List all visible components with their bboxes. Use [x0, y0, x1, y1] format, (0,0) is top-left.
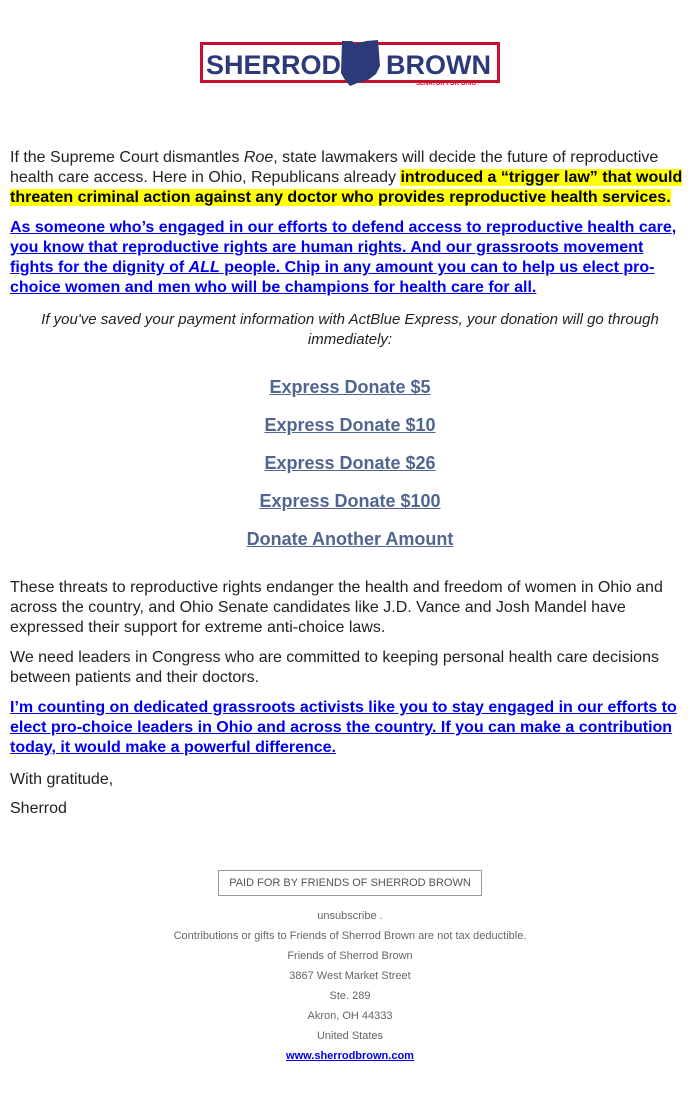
- sherrod-brown-logo: [200, 38, 500, 88]
- counting-paragraph: [10, 698, 690, 758]
- website-link[interactable]: www.sherrodbrown.com: [286, 1050, 414, 1062]
- threats-paragraph: These threats to reproductive rights endanger the health and freedom of women in Ohio and across the country, and Ohio Senate candidates like J.D. Vance and Josh Mandel have expressed their support for extreme anti-choice laws.: [10, 579, 663, 636]
- logo-first-name: SHERROD: [206, 50, 342, 80]
- express-donate-26-button[interactable]: Express Donate $26: [264, 453, 436, 473]
- express-donate-5-button[interactable]: Express Donate $5: [269, 377, 431, 397]
- paid-for-disclaimer-box: PAID FOR BY FRIENDS OF SHERROD BROWN: [218, 870, 482, 896]
- trigger-law-highlight: introduced a “trigger law” that would threaten criminal action against any doctor who provides reproductive health services.: [10, 169, 683, 206]
- footer-org: Friends of Sherrod Brown: [287, 950, 413, 962]
- all-emphasis: ALL: [188, 259, 220, 276]
- footer-suite: Ste. 289: [329, 990, 371, 1002]
- logo-tagline: SENATOR FOR OHIO: [415, 81, 477, 87]
- leaders-paragraph: We need leaders in Congress who are committed to keeping personal health care decisions between patients and their doctors.: [10, 649, 659, 686]
- logo-last-name: BROWN: [386, 50, 491, 80]
- express-donate-10-button[interactable]: Express Donate $10: [264, 415, 436, 435]
- footer-street: 3867 West Market Street: [289, 970, 411, 982]
- express-donate-100-button[interactable]: Express Donate $100: [259, 491, 441, 511]
- engaged-paragraph: [10, 218, 690, 298]
- footer-website-line: [0, 1049, 700, 1063]
- tax-disclaimer: Contributions or gifts to Friends of Sherrod Brown are not tax deductible.: [173, 930, 527, 942]
- footer-country: United States: [316, 1030, 384, 1042]
- intro-paragraph: If the Supreme Court dismantles Roe, state lawmakers will decide the future of reproductive health care access. Here in Ohio, Republicans already introduced a “trigger law” that would threaten criminal action against any doctor who provides reproductive health services.: [10, 149, 683, 206]
- chip-in-link[interactable]: As someone who’s engaged in our efforts to defend access to reproductive health care, you know that reproductive rights are human rights. And our grassroots movement fights for the dignity of ALL people. Chip in any amount you can to help us elect pro-choice women and men who will be champions for health care for all.: [10, 219, 677, 296]
- express-note: If you've saved your payment information with ActBlue Express, your donation will go through immediately:: [41, 311, 659, 348]
- unsubscribe-link[interactable]: unsubscribe: [317, 910, 377, 922]
- closing: With gratitude,: [10, 771, 114, 788]
- footer-city: Akron, OH 44333: [307, 1010, 393, 1022]
- roe-italic: Roe: [243, 149, 274, 166]
- contribution-link[interactable]: I’m counting on dedicated grassroots activists like you to stay engaged in our efforts to elect pro-choice leaders in Ohio and across the country. If you can make a contribution today, it would make a powerful difference.: [10, 699, 677, 756]
- donate-another-amount-button[interactable]: Donate Another Amount: [246, 529, 454, 549]
- unsubscribe-line: unsubscribe .: [317, 910, 383, 922]
- signature: Sherrod: [10, 800, 67, 817]
